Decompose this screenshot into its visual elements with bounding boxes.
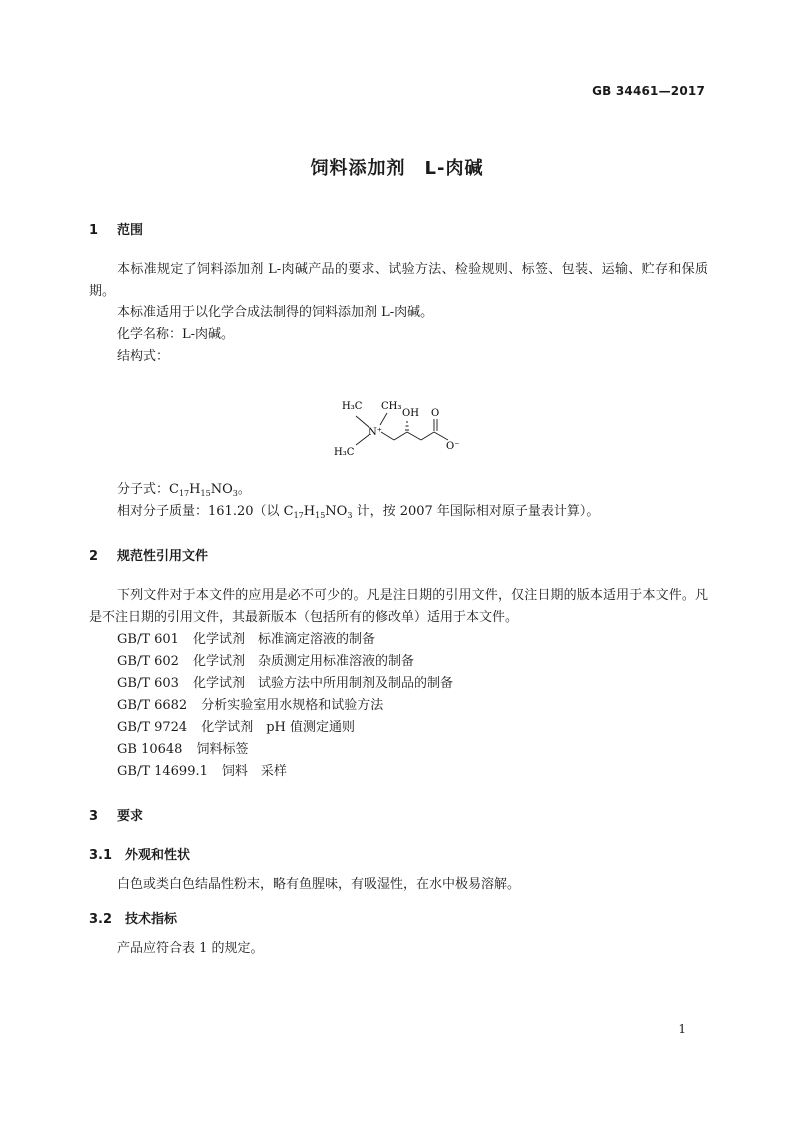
subsection-3-1-number: 3.1 [89,848,113,863]
formula-h-sub: 15 [200,489,211,498]
o-top-label: O [431,408,440,419]
reference-item [117,717,355,739]
reference-code: GB/T 601 [117,632,179,647]
mass-prefix: 相对分子质量：161.20（以 [117,504,284,519]
mass-formula-h: H [303,504,316,519]
reference-item [117,739,248,761]
reference-title: 分析实验室用水规格和试验方法 [201,698,384,713]
subsection-3-1-heading [89,844,190,863]
h3c-bottom-label: H₃C [334,447,355,458]
section-3-heading [89,805,143,824]
mass-formula-no-sub: 3 [347,511,353,520]
molecular-formula [117,479,251,501]
formula-c-sub: 17 [178,489,190,498]
section-1-number: 1 [89,223,99,238]
reference-code: GB/T 9724 [117,720,188,735]
mass-suffix: 计，按 2007 年国际相对原子量表计算）。 [352,504,600,519]
ch3-top-label: CH₃ [381,401,402,412]
mass-formula-c: C [283,504,294,519]
mass-formula-no: NO [325,504,348,519]
n-plus-label: N⁺ [368,427,383,438]
reference-code: GB/T 14699.1 [117,764,208,779]
reference-code: GB/T 603 [117,676,179,691]
subsection-3-1-title: 外观和性状 [125,848,191,863]
reference-title: 饲料 采样 [221,764,287,779]
reference-title: 化学试剂 试验方法中所用制剂及制品的制备 [192,676,453,691]
reference-code: GB/T 6682 [117,698,188,713]
h3c-top-label: H₃C [342,401,363,412]
structure-label: 结构式： [117,349,170,364]
formula-h: H [189,482,201,497]
reference-title: 饲料标签 [196,742,249,757]
reference-code: GB 10648 [117,742,183,757]
technical-indicators-text: 产品应符合表 1 的规定。 [117,941,264,956]
reference-item [117,761,287,783]
section-3-title: 要求 [117,809,144,824]
section-2-number: 2 [89,549,99,564]
o-minus-label: O⁻ [446,441,460,452]
reference-item [117,651,414,673]
formula-no-sub: 3 [232,489,238,498]
section-3-number: 3 [89,809,99,824]
page-title: 饲料添加剂 L-肉碱 [310,158,484,179]
mass-formula-h-sub: 15 [315,511,326,520]
reference-title: 化学试剂 pH 值测定通则 [201,720,356,735]
section-2-title: 规范性引用文件 [117,549,209,564]
oh-label: OH [402,408,419,419]
formula-c: C [169,482,179,497]
section-1-heading [89,219,143,238]
subsection-3-2-number: 3.2 [89,912,113,927]
formula-no: NO [210,482,233,497]
section-2-heading [89,545,208,564]
scope-applicability: 本标准适用于以化学合成法制得的饲料添加剂 L-肉碱。 [117,305,434,320]
subsection-3-2-title: 技术指标 [125,912,178,927]
subsection-3-2-heading [89,908,177,927]
reference-item [117,673,453,695]
scope-paragraph: 本标准规定了饲料添加剂 L-肉碱产品的要求、试验方法、检验规则、标签、包装、运输、贮存和保质期。 [89,262,708,299]
appearance-text: 白色或类白色结晶性粉末，略有鱼腥味，有吸湿性，在水中极易溶解。 [117,877,521,892]
reference-title: 化学试剂 杂质测定用标准溶液的制备 [192,654,414,669]
relative-molecular-mass [117,501,599,523]
standard-number: GB 34461—2017 [592,84,705,98]
reference-item [117,629,375,651]
page-number: 1 [678,1022,686,1036]
section-1-title: 范围 [117,223,144,238]
reference-title: 化学试剂 标准滴定溶液的制备 [192,632,375,647]
reference-code: GB/T 602 [117,654,179,669]
mass-formula-c-sub: 17 [293,511,304,520]
stereo-hash-bond [405,422,409,430]
reference-item [117,695,383,717]
formula-label: 分子式： [117,482,170,497]
structural-formula [326,392,476,468]
formula-end: 。 [237,482,251,497]
normative-references-intro: 下列文件对于本文件的应用是必不可少的。凡是注日期的引用文件，仅注日期的版本适用于本文件。凡是不注日期的引用文件，其最新版本（包括所有的修改单）适用于本文件。 [89,588,708,625]
chemical-name: 化学名称：L-肉碱。 [117,327,235,342]
